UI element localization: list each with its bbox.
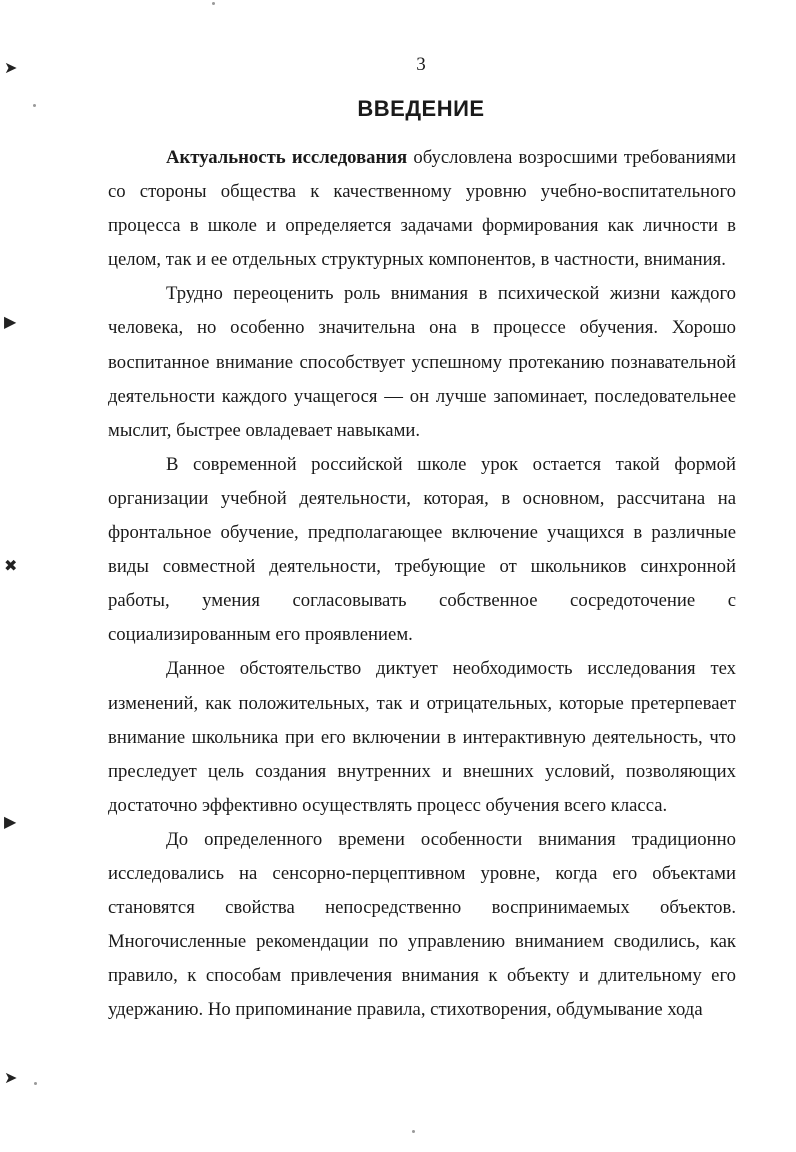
binding-mark-icon: ➤ [4, 1068, 18, 1087]
scan-speck [212, 2, 215, 5]
paragraph-text: обусловлена возросшими требованиями со стороны общества к качественному уровню учебно-воспитательного процесса в школе и определяется задачами формирования как личности в целом, так и ее отдельных структурных компонентов, в частности, внимания. [108, 147, 736, 271]
binding-mark-icon: ▶ [4, 312, 17, 331]
paragraph [108, 141, 736, 277]
scan-speck [412, 1130, 415, 1133]
paragraph: В современной российской школе урок остается такой формой организации учебной деятельности, которая, в основном, рассчитана на фронтальное обучение, предполагающее включение учащихся в различные виды совместной деятельности, требующие от школьников синхронной работы, умения согласовывать собственное сосредоточение с социализированным его проявлением. [108, 453, 736, 646]
paragraph: Данное обстоятельство диктует необходимость исследования тех изменений, как положительных, так и отрицательных, которые претерпевает внимание школьника при его включении в интерактивную деятельность, что преследует цель создания внутренних и внешних условий, позволяющих достаточно эффективно осуществлять процесс обучения всего класса. [108, 658, 736, 816]
page-title: ВВЕДЕНИЕ [357, 96, 485, 121]
paragraph-lead: Актуальность исследования [166, 147, 408, 168]
paragraph: До определенного времени особенности внимания традиционно исследовались на сенсорно-перцептивном уровне, когда его объектами становятся свойства непосредственно воспринимаемых объектов. Многочисленные рекомендации по управлению вниманием сводились, как правило, к способам привлечения внимания к объекту и длительному его удержанию. Но припоминание правила, стихотворения, обдумывание хода [108, 828, 736, 1021]
body-text [108, 141, 736, 1027]
page-number: 3 [416, 54, 426, 75]
scan-speck [34, 1082, 37, 1085]
binding-mark-icon: ➤ [4, 58, 18, 77]
binding-mark-icon: ▶ [4, 812, 17, 831]
binding-mark-icon: ✖ [4, 556, 18, 575]
paragraph: Трудно переоценить роль внимания в психической жизни каждого человека, но особенно значительна она в процессе обучения. Хорошо воспитанное внимание способствует успешному протеканию познавательной деятельности каждого учащегося — он лучше запоминает, последовательнее мыслит, быстрее овладевает навыками. [108, 283, 736, 441]
